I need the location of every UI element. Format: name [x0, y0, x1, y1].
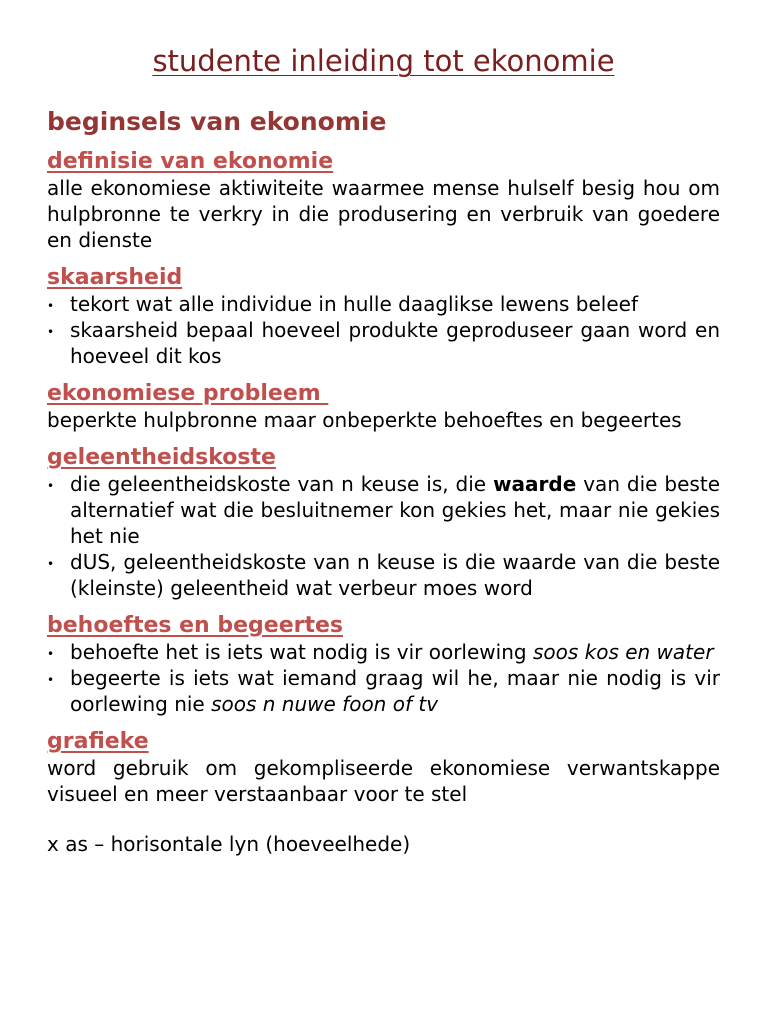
document-title: studente inleiding tot ekonomie	[152, 44, 615, 78]
list-item-text-end: van die beste alternatief wat die besluitnemer kon gekies het, maar nie gekies het nie	[70, 472, 720, 548]
bullet-icon: •	[47, 325, 55, 339]
list-item-text: dUS, geleentheidskoste van n keuse is die waarde van die beste (kleinste) geleentheid wat verbeur moes word	[70, 550, 720, 600]
section-geleentheidskoste	[47, 444, 720, 601]
x-as-text: x as – horisontale lyn (hoeveelhede)	[47, 832, 411, 856]
bullet-icon: •	[47, 673, 55, 687]
bullet-icon: •	[47, 557, 55, 571]
list-item-text: begeerte is iets wat iemand graag wil he, maar nie nodig is vir oorlewing nie	[70, 666, 720, 716]
list-item-text: behoefte het is iets wat nodig is vir oorlewing	[70, 640, 533, 664]
list-item	[47, 665, 720, 717]
list-item	[47, 549, 720, 601]
probleem-text: beperkte hulpbronne maar onbeperkte behoeftes en begeertes	[47, 408, 682, 432]
geleentheidskoste-list	[47, 471, 720, 601]
bullet-icon: •	[47, 299, 55, 313]
heading-grafieke: grafieke	[47, 729, 149, 754]
section-definisie	[47, 148, 720, 253]
list-item-text: tekort wat alle individue in hulle daaglikse lewens beleef	[70, 292, 639, 316]
heading-ekonomiese-probleem: ekonomiese probleem	[47, 381, 329, 406]
list-item	[47, 471, 720, 549]
bullet-icon: •	[47, 647, 55, 661]
list-item-text-start: die geleentheidskoste van n keuse is, die	[70, 472, 494, 496]
definisie-text: alle ekonomiese aktiwiteite waarmee mense hulself besig hou om hulpbronne te verkry in die produsering en verbruik van goedere en dienste	[47, 176, 720, 252]
behoeftes-list	[47, 639, 720, 717]
heading-definisie: definisie van ekonomie	[47, 149, 334, 174]
list-item-example: soos kos en water	[532, 640, 714, 664]
list-item	[47, 317, 720, 369]
paragraph-spacer	[47, 807, 720, 831]
heading-geleentheidskoste: geleentheidskoste	[47, 445, 276, 470]
heading-skaarsheid: skaarsheid	[47, 265, 183, 290]
list-item	[47, 291, 720, 317]
skaarsheid-list	[47, 291, 720, 369]
bullet-icon: •	[47, 479, 55, 493]
list-item-text: skaarsheid bepaal hoeveel produkte geproduseer gaan word en hoeveel dit kos	[70, 318, 720, 368]
list-item	[47, 639, 720, 665]
main-heading: beginsels van ekonomie	[47, 107, 387, 136]
section-ekonomiese-probleem	[47, 380, 720, 433]
grafieke-text: word gebruik om gekompliseerde ekonomiese verwantskappe visueel en meer verstaanbaar voor te stel	[47, 756, 720, 806]
heading-behoeftes-en-begeertes: behoeftes en begeertes	[47, 613, 344, 638]
section-behoeftes-en-begeertes	[47, 612, 720, 717]
section-grafieke	[47, 728, 720, 857]
section-skaarsheid	[47, 264, 720, 369]
list-item-example: soos n nuwe foon of tv	[211, 692, 439, 716]
list-item-bold-term: waarde	[493, 472, 577, 496]
